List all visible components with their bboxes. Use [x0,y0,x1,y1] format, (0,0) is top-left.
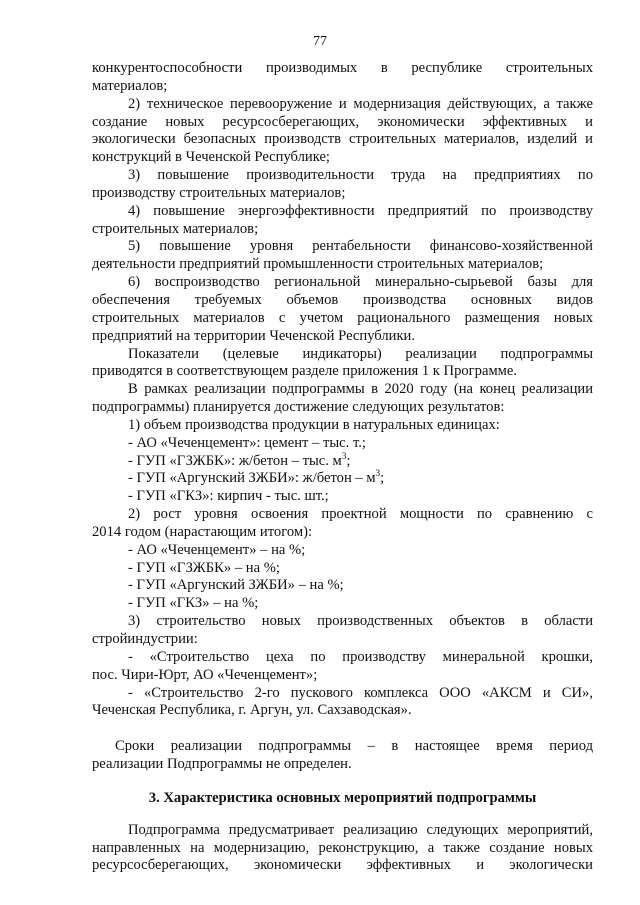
list-item-line: предприятий на территории Чеченской Республики. [92,327,415,344]
result-item-text: - ГУП «Аргунский ЗЖБИ»: ж/бетон – м [128,470,376,487]
result-item: - АО «Чеченцемент» – на %; [128,541,306,558]
list-item-line: строительных материалов с учетом рационального размещения новых [92,309,593,326]
list-item-line: экологически безопасных производств строительных материалов, изделий и [92,131,593,148]
list-item-line: обеспечения требуемых объемов производства основных видов [92,291,593,308]
result-item-text: - ГУП «ГЗЖБК»: ж/бетон – тыс. м [128,452,342,469]
result-item [92,470,593,488]
list-item-line: 4) повышение энергоэффективности предприятий по производству [128,202,593,219]
spacer [92,808,593,822]
spacer [92,720,593,738]
paragraph-line: приводятся в соответствующем разделе приложения 1 к Программе. [92,363,518,380]
list-item-line: деятельности предприятий промышленности строительных материалов; [92,256,544,273]
list-item-line: 2014 годом (нарастающим итогом): [92,523,313,540]
result-item: - АО «Чеченцемент»: цемент – тыс. т.; [128,434,366,451]
list-item-line: конструкций в Чеченской Республике; [92,149,330,166]
result-item: - ГУП «ГКЗ»: кирпич - тыс. шт.; [128,488,329,505]
list-item-line: 3) повышение производительности труда на предприятиях по [128,167,593,184]
list-item-line: 6) воспроизводство региональной минерально-сырьевой базы для [128,274,593,291]
construction-item: Чеченская Республика, г. Аргун, ул. Сахзаводская». [92,702,412,719]
list-item-line: 1) объем производства продукции в натуральных единицах: [128,416,500,433]
result-item: - ГУП «ГКЗ» – на %; [128,595,259,612]
superscript: 3 [375,468,381,479]
paragraph-line: В рамках реализации подпрограммы в 2020 году (на конец реализации [128,381,593,398]
construction-item: пос. Чири-Юрт, АО «Чеченцемент»; [92,666,318,683]
list-item-line: 5) повышение уровня рентабельности финансово-хозяйственной [128,238,593,255]
paragraph-line: Показатели (целевые индикаторы) реализации подпрограммы [128,345,593,362]
list-item-line: стройиндустрии: [92,631,198,647]
construction-item: - «Строительство цеха по производству минеральной крошки, [128,648,593,665]
paragraph-line: ресурсосберегающих, экономически эффективных и экологически [92,857,593,874]
list-item-line: 2) техническое перевооружение и модернизация действующих, а также [128,95,593,112]
result-item-tail: ; [346,452,351,469]
page-body [92,60,593,875]
superscript: 3 [341,450,347,461]
section-heading: 3. Характеристика основных мероприятий подпрограммы [148,789,537,806]
result-item-tail: ; [380,470,385,487]
paragraph-line: реализации Подпрограммы не определен. [92,755,352,772]
result-item [92,450,593,471]
list-item-line: производству строительных материалов; [92,184,346,201]
paragraph-line: направленных на модернизацию, реконструкцию, а также создание новых [92,839,593,856]
list-item-line: 3) строительство новых производственных объектов в области [128,613,593,630]
paragraph-line: конкурентоспособности производимых в республике строительных [92,60,593,76]
paragraph-line: подпрограммы) планируется достижение следующих результатов: [92,399,505,416]
spacer [92,774,593,788]
list-item-line: создание новых ресурсосберегающих, экономически эффективных и [92,113,593,130]
page-number: 77 [313,34,327,49]
result-item: - ГУП «ГЗЖБК» – на %; [128,559,280,576]
paragraph-line: Сроки реализации подпрограммы – в настоящее время период [115,738,593,755]
list-item-line: 2) рост уровня освоения проектной мощности по сравнению с [128,506,593,523]
paragraph-line: Подпрограмма предусматривает реализацию следующих мероприятий, [128,821,593,838]
result-item: - ГУП «Аргунский ЗЖБИ» – на %; [128,577,344,594]
paragraph-line: материалов; [92,77,168,94]
list-item-line: строительных материалов; [92,220,259,237]
construction-item: - «Строительство 2-го пускового комплекса ООО «АКСМ и СИ», [128,684,593,701]
